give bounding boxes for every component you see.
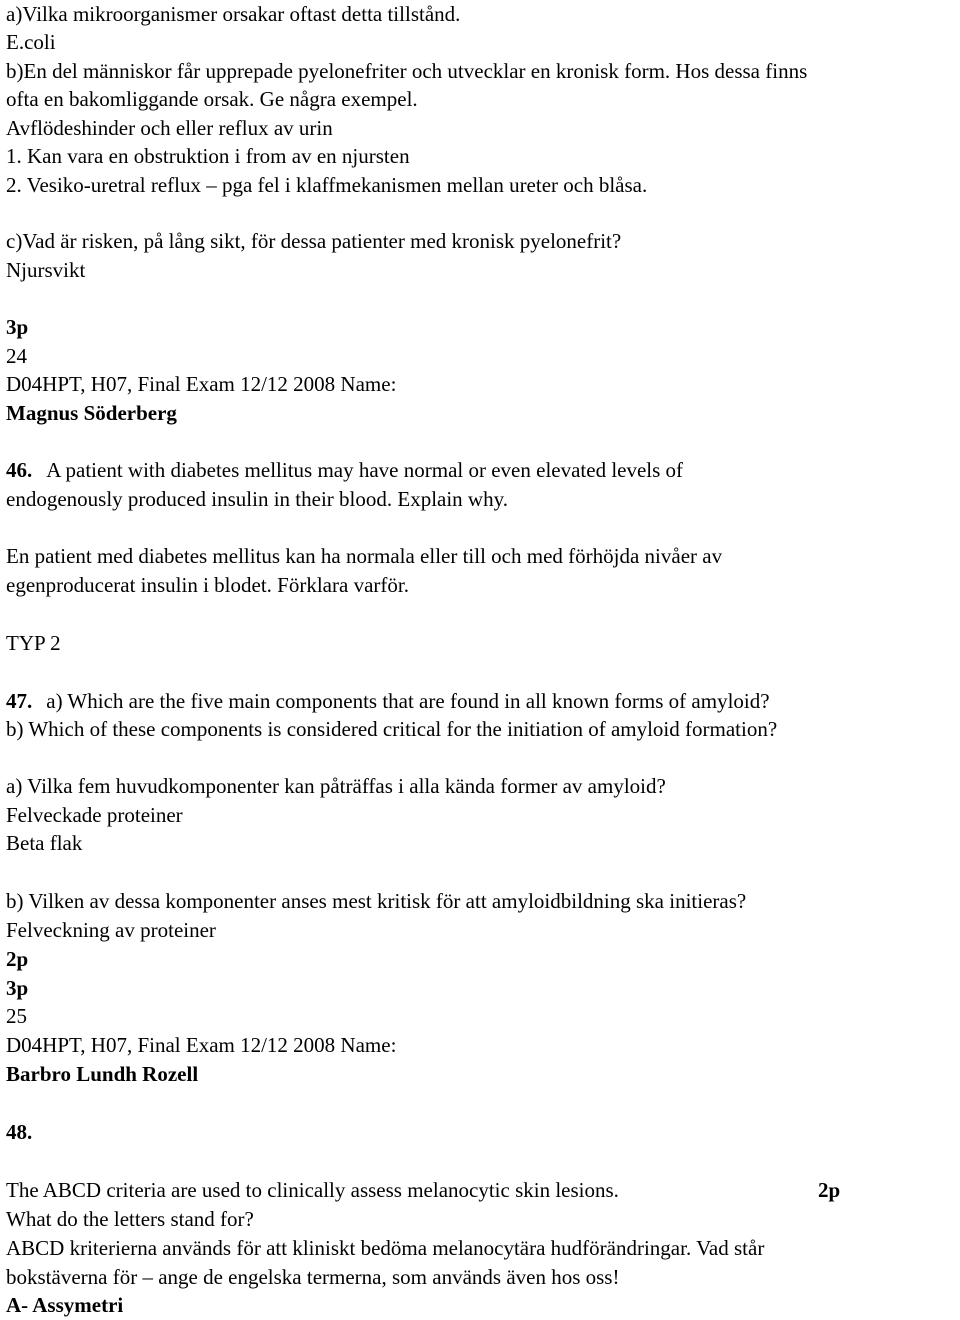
exam-header: D04HPT, H07, Final Exam 12/12 2008 Name: — [6, 1033, 397, 1057]
author-name: Magnus Söderberg — [6, 401, 177, 425]
question-c: c)Vad är risken, på lång sikt, för dessa patienter med kronisk pyelonefrit? — [6, 229, 622, 253]
page-number: 25 — [6, 1004, 27, 1028]
points-label: 2p — [6, 947, 29, 971]
question-46-line2: endogenously produced insulin in their blood. Explain why. — [6, 487, 508, 511]
answer-46: TYP 2 — [6, 631, 61, 655]
answer-47-a-line1: Felveckade proteiner — [6, 803, 183, 827]
answer-b-line3: 2. Vesiko-uretral reflux – pga fel i klaffmekanismen mellan ureter och blåsa. — [6, 173, 648, 197]
answer-a: E.coli — [6, 30, 56, 54]
answer-b-line1: Avflödeshinder och eller reflux av urin — [6, 116, 333, 140]
page-number: 24 — [6, 344, 27, 368]
answer-48: A- Assymetri — [6, 1293, 124, 1317]
question-48-sv-line1: ABCD kriterierna används för att kliniskt bedöma melanocytära hudförändringar. Vad står — [6, 1236, 765, 1260]
answer-c: Njursvikt — [6, 258, 86, 282]
question-46-line1 — [6, 456, 683, 484]
question-text: A patient with diabetes mellitus may have normal or even elevated levels of — [46, 458, 684, 482]
answer-b-line2: 1. Kan vara en obstruktion i from av en njursten — [6, 144, 410, 168]
author-name: Barbro Lundh Rozell — [6, 1062, 199, 1086]
points-label: 2p — [818, 1178, 841, 1202]
question-number: 48. — [6, 1120, 33, 1144]
question-47-sv-b: b) Vilken av dessa komponenter anses mest kritisk för att amyloidbildning ska initieras? — [6, 889, 747, 913]
question-47-line2: b) Which of these components is considered critical for the initiation of amyloid formation? — [6, 717, 778, 741]
question-a: a)Vilka mikroorganismer orsakar oftast detta tillstånd. — [6, 2, 461, 26]
question-46-sv-line2: egenproducerat insulin i blodet. Förklara varför. — [6, 573, 409, 597]
question-number: 46. — [6, 458, 33, 482]
question-48-line1: The ABCD criteria are used to clinically assess melanocytic skin lesions. — [6, 1178, 619, 1202]
question-number: 47. — [6, 689, 33, 713]
question-b-line1: b)En del människor får upprepade pyelonefriter och utvecklar en kronisk form. Hos dessa finns — [6, 59, 808, 83]
question-48-sv-line2: bokstäverna för – ange de engelska termerna, som används även hos oss! — [6, 1265, 620, 1289]
points-label: 3p — [6, 315, 29, 339]
question-text: a) Which are the five main components that are found in all known forms of amyloid? — [46, 689, 770, 713]
answer-47-a-line2: Beta flak — [6, 831, 83, 855]
question-47-sv-a: a) Vilka fem huvudkomponenter kan påträffas i alla kända former av amyloid? — [6, 774, 666, 798]
exam-header: D04HPT, H07, Final Exam 12/12 2008 Name: — [6, 372, 397, 396]
question-46-sv-line1: En patient med diabetes mellitus kan ha normala eller till och med förhöjda nivåer av — [6, 544, 723, 568]
question-48-line2: What do the letters stand for? — [6, 1207, 254, 1231]
question-b-line2: ofta en bakomliggande orsak. Ge några exempel. — [6, 87, 418, 111]
question-47-line1 — [6, 687, 770, 715]
answer-47-b: Felveckning av proteiner — [6, 918, 216, 942]
points-label: 3p — [6, 976, 29, 1000]
